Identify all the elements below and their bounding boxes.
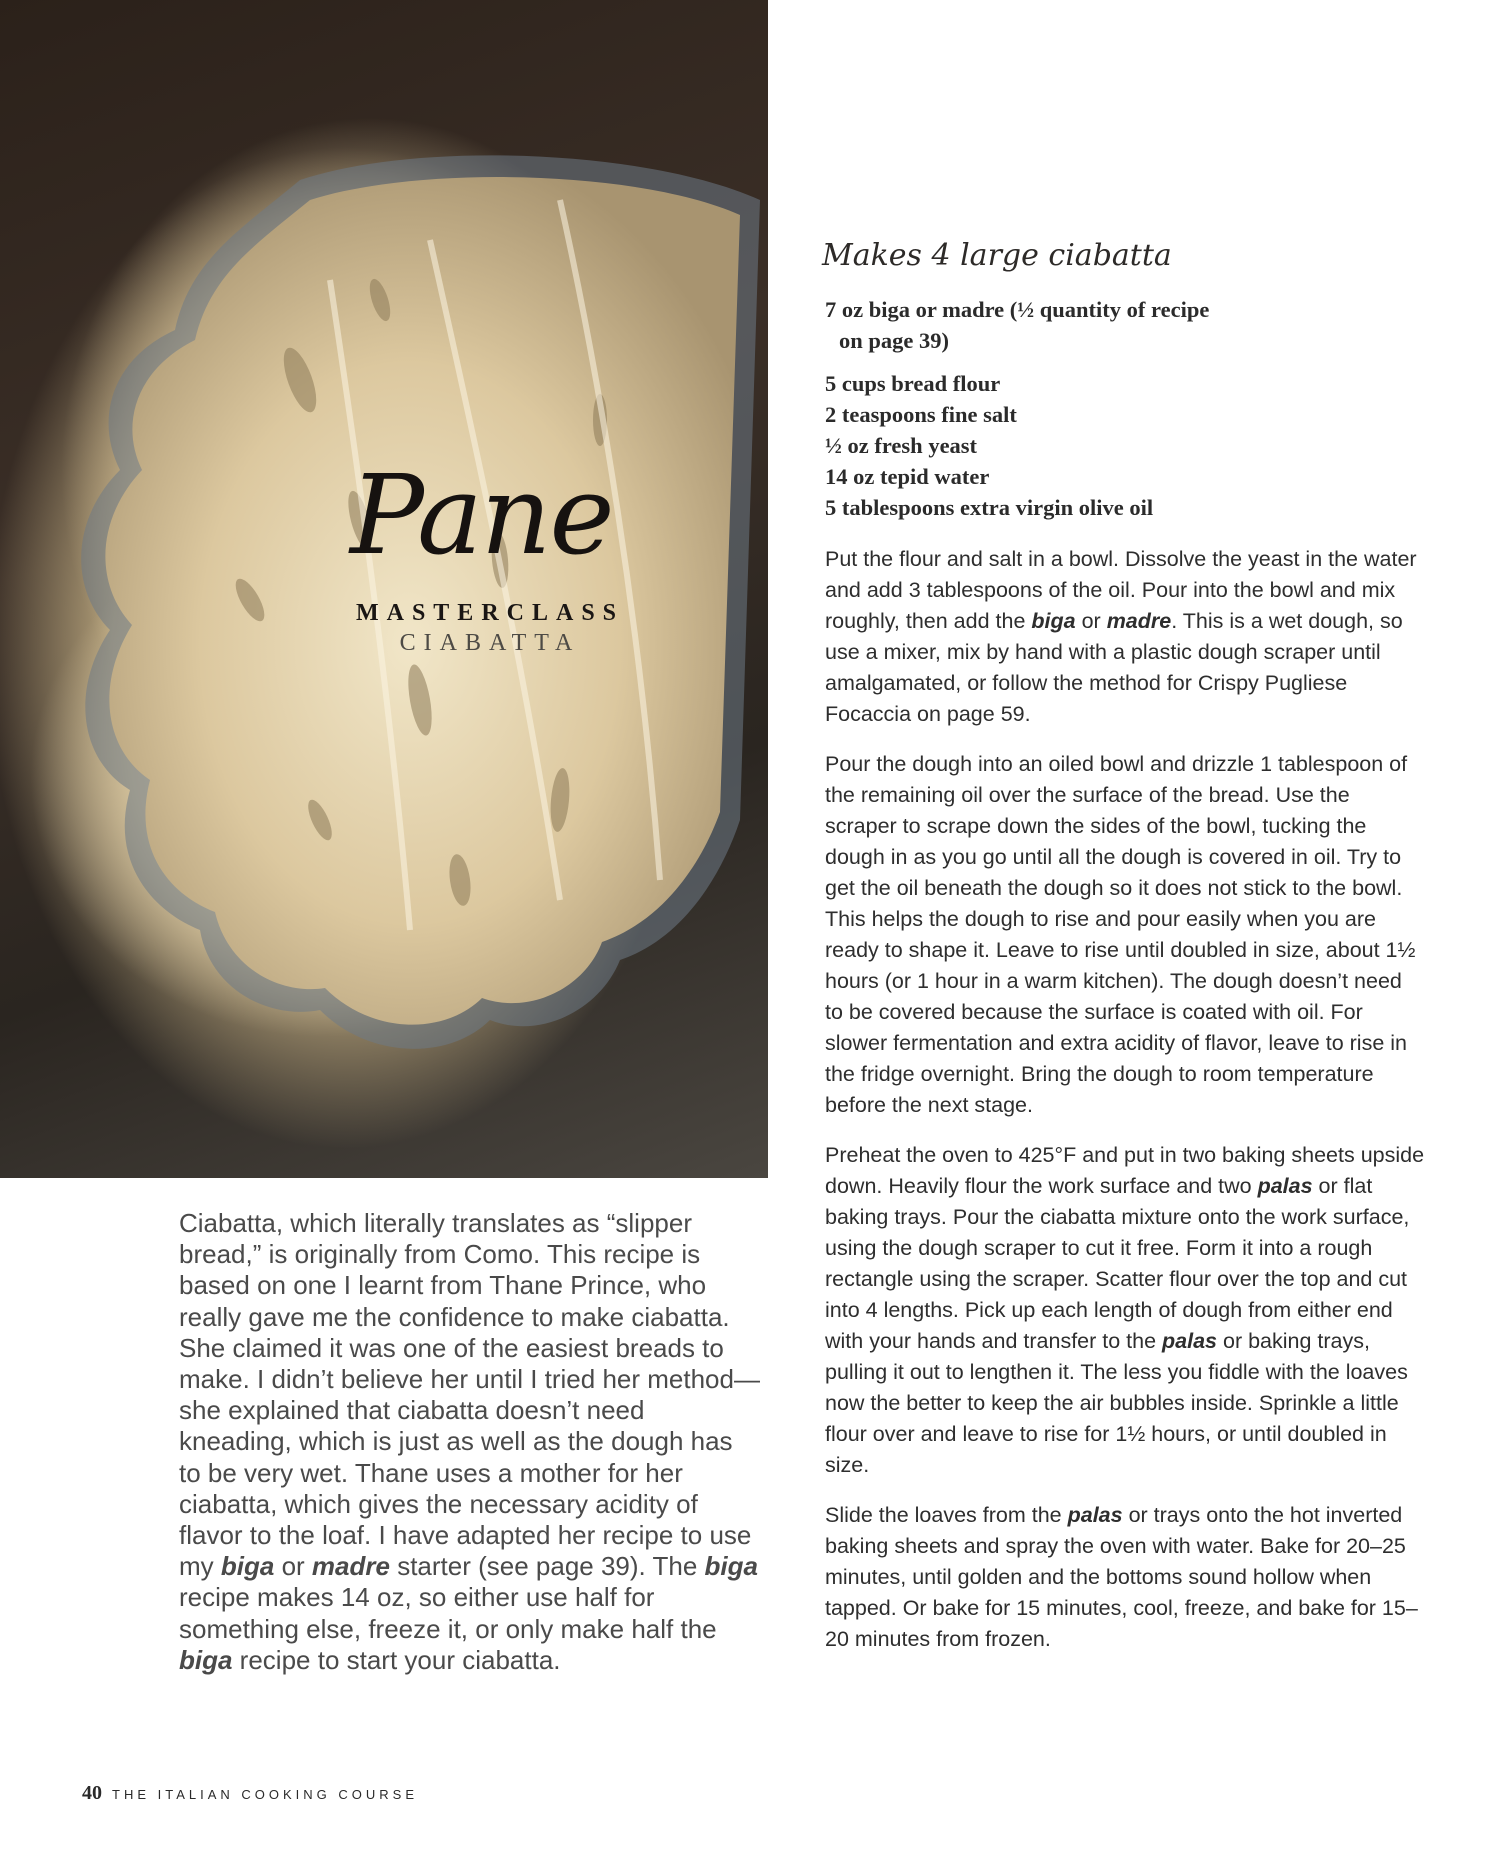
- photo-title-block: [0, 0, 768, 1178]
- text-run: recipe to start your ciabatta.: [232, 1644, 561, 1675]
- text-run: or: [274, 1551, 312, 1582]
- ingredient-list: [825, 294, 1445, 535]
- text-run: Slide the loaves from the: [825, 1503, 1068, 1527]
- ingredient-line: 7 oz biga or madre (½ quantity of recipe: [825, 297, 1210, 322]
- title-script: Pane: [350, 451, 613, 579]
- hero-photo: [0, 0, 768, 1178]
- text-run: . This is a wet dough, so use a mixer, mix by hand with a plastic dough scraper until amalgamated, or follow the method for Crispy Pugliese Focaccia on page 59.: [825, 609, 1403, 726]
- italic-term: biga: [179, 1644, 233, 1675]
- intro-paragraph: [179, 1208, 761, 1676]
- italic-term: biga: [220, 1551, 275, 1582]
- ingredient-group: [825, 368, 1445, 523]
- recipe-yield: Makes 4 large ciabatta: [822, 238, 1172, 273]
- ingredient-line: 5 cups bread flour: [825, 371, 1001, 396]
- italic-term: madre: [311, 1551, 390, 1582]
- text-run: recipe makes 14 oz, so either use half for something else, freeze it, or only make half the: [179, 1582, 717, 1644]
- title-ciabatta: CIABATTA: [399, 630, 581, 656]
- book-title: THE ITALIAN COOKING COURSE: [112, 1787, 419, 1802]
- title-masterclass: MASTERCLASS: [355, 600, 625, 626]
- text-run: starter (see page 39). The: [389, 1551, 705, 1582]
- text-run: Put the flour and salt in a bowl. Dissolve the yeast in the water and add 3 tablespoons of the oil. Pour into the bowl and mix roughly, then add the: [825, 547, 1417, 633]
- method-paragraph: [825, 544, 1425, 730]
- text-run: or flat baking trays. Pour the ciabatta mixture onto the work surface, using the dough scraper to cut it free. Form it into a rough rectangle using the scraper. Scatter flour over the top and cut into 4 lengths. Pick up each length of dough from either end with your hands and transfer to the: [825, 1174, 1410, 1353]
- italic-term: palas: [1162, 1329, 1218, 1353]
- ingredient-line: ½ oz fresh yeast: [825, 433, 978, 458]
- text-run: or trays onto the hot inverted baking sheets and spray the oven with water. Bake for 20–25 minutes, until golden and the bottoms sound hollow when tapped. Or bake for 15 minutes, cool, freeze, and bake for 15–20 minutes from frozen.: [825, 1503, 1418, 1651]
- ingredient-line: 14 oz tepid water: [825, 464, 990, 489]
- text-run: Pour the dough into an oiled bowl and drizzle 1 tablespoon of the remaining oil over the surface of the bread. Use the scraper to scrape down the sides of the bowl, tucking the dough in as you go until all the dough is covered in oil. Try to get the oil beneath the dough so it does not stick to the bowl. This helps the dough to rise and pour easily when you are ready to shape it. Leave to rise until doubled in size, about 1½ hours (or 1 hour in a warm kitchen). The dough doesn’t need to be covered because the surface is coated with oil. For slower fermentation and extra acidity of flavor, leave to rise in the fridge overnight. Bring the dough to room temperature before the next stage.: [825, 752, 1416, 1117]
- italic-term: palas: [1067, 1503, 1123, 1527]
- text-run: Ciabatta, which literally translates as “slipper bread,” is originally from Como. This recipe is based on one I learnt from Thane Prince, who really gave me the confidence to make ciabatta. She claimed it was one of the easiest breads to make. I didn’t believe her until I tried her method—she explained that ciabatta doesn’t need kneading, which is just as well as the dough has to be very wet. Thane uses a mother for her ciabatta, which gives the necessary acidity of flavor to the loaf. I have adapted her recipe to use my: [179, 1208, 760, 1582]
- ingredient-line: 5 tablespoons extra virgin olive oil: [825, 495, 1154, 520]
- method-paragraph: [825, 1500, 1425, 1655]
- ingredient-line: 2 teaspoons fine salt: [825, 402, 1017, 427]
- method-paragraph: [825, 1140, 1425, 1481]
- italic-term: biga: [704, 1551, 758, 1582]
- text-run: or baking trays, pulling it out to lengthen it. The less you fiddle with the loaves now the better to keep the air bubbles inside. Sprinkle a little flour over and leave to rise for 1½ hours, or until doubled in size.: [825, 1329, 1408, 1477]
- italic-term: biga: [1031, 609, 1076, 633]
- ingredient-group: [825, 294, 1445, 356]
- page-footer: [82, 1782, 418, 1805]
- italic-term: madre: [1106, 609, 1172, 633]
- italic-term: palas: [1257, 1174, 1313, 1198]
- ingredient-line-continued: on page 39): [839, 328, 950, 353]
- page-number: 40: [82, 1782, 102, 1804]
- method-paragraph: [825, 749, 1425, 1121]
- text-run: Preheat the oven to 425°F and put in two baking sheets upside down. Heavily flour the work surface and two: [825, 1143, 1425, 1198]
- method-text: [825, 544, 1425, 1674]
- text-run: or: [1075, 609, 1107, 633]
- intro-text: [179, 1208, 761, 1676]
